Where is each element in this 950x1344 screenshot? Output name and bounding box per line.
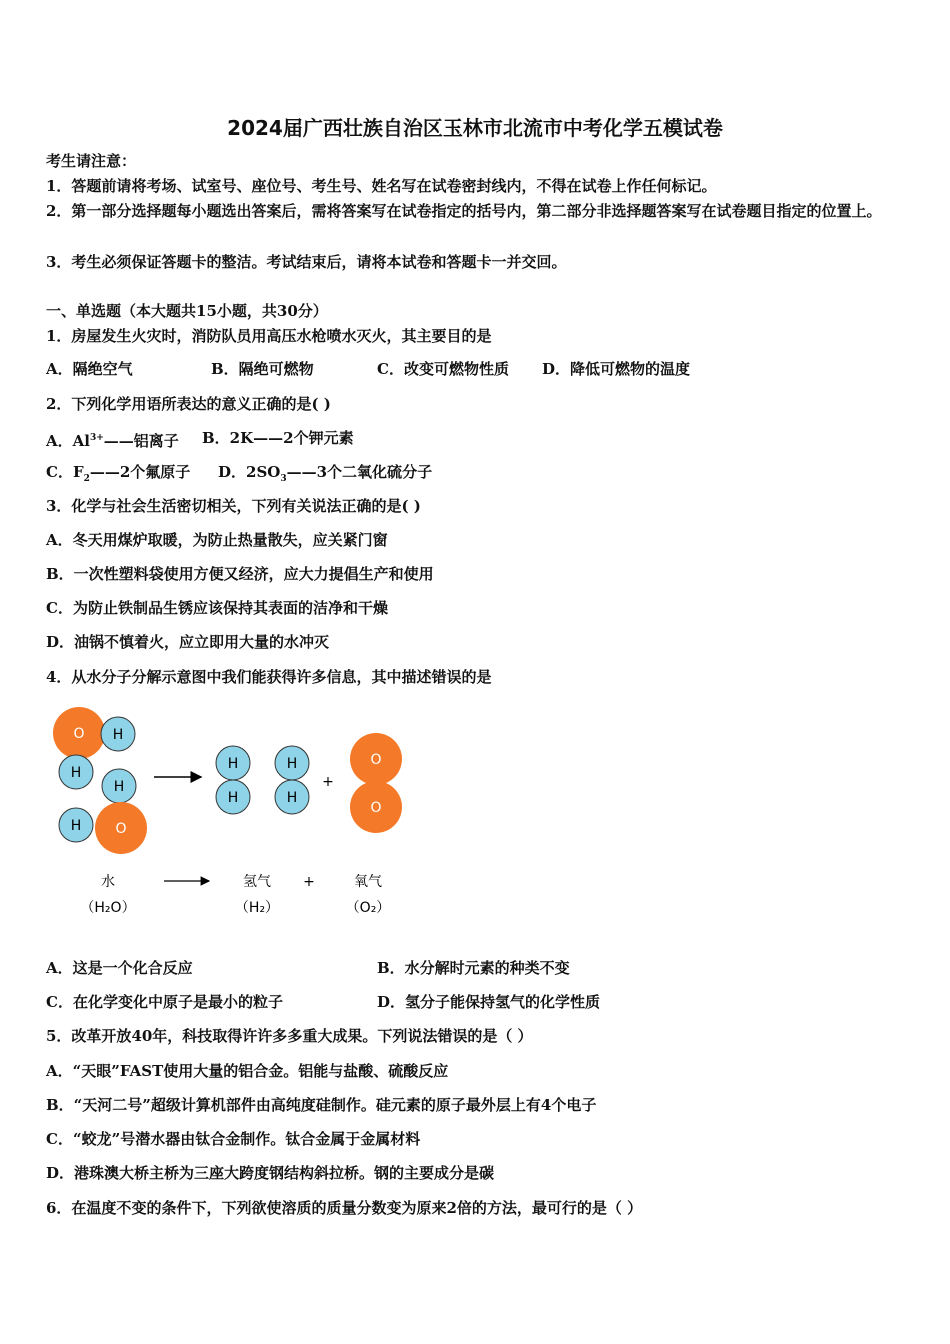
water-decomposition-diagram	[46, 700, 416, 930]
notice-item: 3．考生必须保证答题卡的整洁。考试结束后，请将本试卷和答题卡一并交回。	[46, 253, 567, 271]
option-d: D．$2SO_3——3$个二氧化硫分子	[218, 463, 433, 484]
hydrogen-gas-label: 氢气	[243, 874, 271, 890]
option-b: B．一次性塑料袋使用方便又经济，应大力提倡生产和使用	[46, 565, 434, 583]
hydrogen-label: H	[113, 779, 125, 795]
option-c: C．在化学变化中原子是最小的粒子	[46, 993, 283, 1011]
oxygen-formula: （O₂）	[345, 900, 391, 916]
hydrogen-label: H	[286, 790, 298, 806]
option-a: A．$Al^{3+}——$铝离子	[46, 432, 179, 450]
option-c: C．为防止铁制品生锈应该保持其表面的洁净和干燥	[46, 599, 388, 617]
hydrogen-label: H	[227, 756, 239, 772]
question-stem: 2．下列化学用语所表达的意义正确的是( )	[46, 395, 331, 413]
question-stem: 1．房屋发生火灾时，消防队员用高压水枪喷水灭火，其主要目的是	[46, 327, 492, 345]
hydrogen-molecules	[216, 746, 309, 814]
hydrogen-formula: （H₂）	[234, 900, 280, 916]
option-b: B．隔绝可燃物	[211, 360, 314, 378]
water-label: 水	[101, 874, 115, 890]
option-b: B．2K——2个钾元素	[202, 429, 354, 447]
page-title: 2024届广西壮族自治区玉林市北流市中考化学五模试卷	[227, 116, 723, 140]
oxygen-gas-label: 氧气	[354, 874, 382, 890]
option-c: C．$F_2——2$个氟原子	[46, 463, 191, 484]
option-d: D．氢分子能保持氢气的化学性质	[377, 993, 601, 1011]
oxygen-label: O	[115, 821, 127, 837]
water-formula: （H₂O）	[80, 900, 136, 916]
option-b: B．水分解时元素的种类不变	[377, 959, 570, 977]
option-d: D．港珠澳大桥主桥为三座大跨度钢结构斜拉桥。钢的主要成分是碳	[46, 1164, 495, 1182]
hydrogen-label: H	[70, 818, 82, 834]
oxygen-molecule	[350, 733, 402, 833]
option-c: C．“蛟龙”号潜水器由钛合金制作。钛合金属于金属材料	[46, 1130, 421, 1148]
notice-item: 2．第一部分选择题每小题选出答案后，需将答案写在试卷指定的括号内，第二部分非选择题答案写在试卷题目指定的位置上。	[46, 202, 882, 220]
plus-sign: +	[303, 874, 315, 890]
option-a: A．隔绝空气	[46, 360, 133, 378]
question-stem: 4．从水分子分解示意图中我们能获得许多信息，其中描述错误的是	[46, 668, 492, 686]
question-stem: 6．在温度不变的条件下，下列欲使溶质的质量分数变为原来2倍的方法，最可行的是（ ）	[46, 1199, 643, 1217]
option-a: A．这是一个化合反应	[46, 959, 193, 977]
water-molecules	[53, 707, 147, 854]
question-stem: 3．化学与社会生活密切相关，下列有关说法正确的是( )	[46, 497, 421, 515]
option-d: D．降低可燃物的温度	[542, 360, 691, 378]
hydrogen-label: H	[112, 727, 124, 743]
hydrogen-label: H	[227, 790, 239, 806]
option-b: B．“天河二号”超级计算机部件由高纯度硅制作。硅元素的原子最外层上有4个电子	[46, 1096, 597, 1114]
option-c: C．改变可燃物性质	[377, 360, 509, 378]
option-a: A．冬天用煤炉取暖，为防止热量散失，应关紧门窗	[46, 531, 388, 549]
option-a: A．“天眼”FAST使用大量的铝合金。铝能与盐酸、硫酸反应	[46, 1062, 449, 1080]
notice-item: 1．答题前请将考场、试室号、座位号、考生号、姓名写在试卷密封线内，不得在试卷上作任何标记。	[46, 177, 717, 195]
hydrogen-label: H	[70, 765, 82, 781]
oxygen-label: O	[370, 800, 382, 816]
section-heading: 一、单选题（本大题共15小题，共30分）	[46, 302, 328, 320]
oxygen-label: O	[370, 752, 382, 768]
question-stem: 5．改革开放40年，科技取得许许多多重大成果。下列说法错误的是（ ）	[46, 1027, 533, 1045]
notice-heading: 考生请注意：	[46, 152, 137, 170]
oxygen-label: O	[73, 726, 85, 742]
option-d: D．油锅不慎着火，应立即用大量的水冲灭	[46, 633, 330, 651]
plus-sign: +	[322, 774, 334, 790]
hydrogen-label: H	[286, 756, 298, 772]
